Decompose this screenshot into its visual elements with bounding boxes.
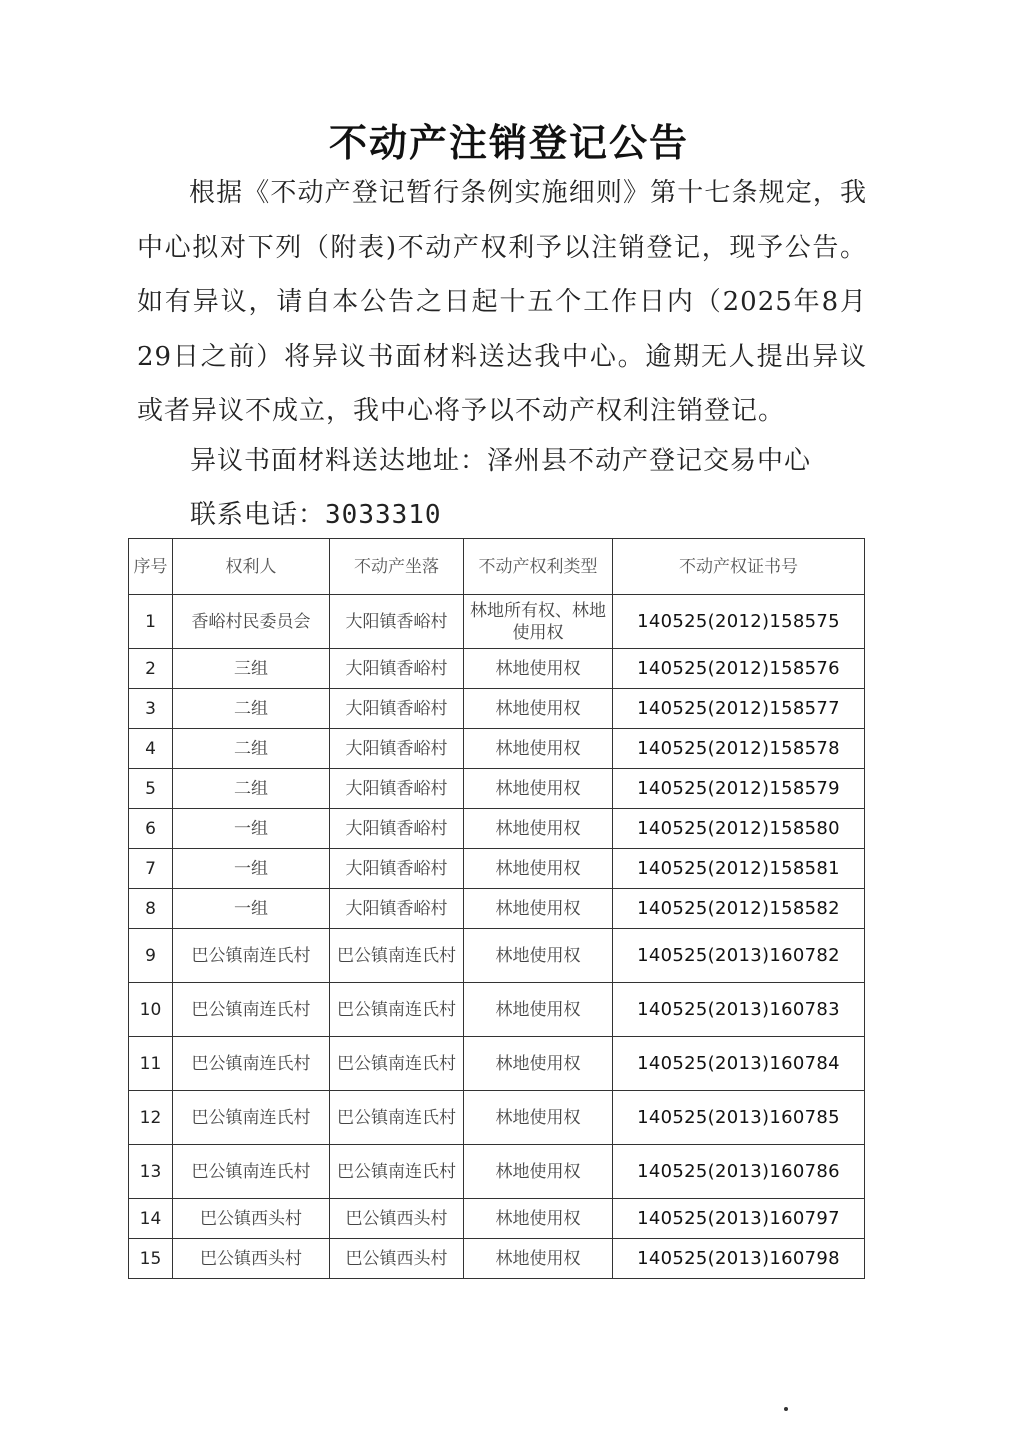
table-row (129, 1145, 865, 1199)
page-title: 不动产注销登记公告 (328, 120, 689, 165)
table-body (129, 595, 865, 1279)
registration-table (128, 538, 865, 1279)
cell-index: 4 (129, 729, 173, 769)
cell-index: 5 (129, 769, 173, 809)
cell-index: 1 (129, 595, 173, 649)
header-index: 序号 (129, 539, 173, 595)
cell-index: 12 (129, 1091, 173, 1145)
cell-location: 巴公镇西头村 (330, 1239, 464, 1279)
table-row (129, 929, 865, 983)
cell-right-type: 林地使用权 (464, 1145, 613, 1199)
table-row (129, 1091, 865, 1145)
cell-certificate: 140525(2012)158580 (613, 809, 865, 849)
cell-certificate: 140525(2013)160797 (613, 1199, 865, 1239)
table-row (129, 729, 865, 769)
cell-certificate: 140525(2012)158577 (613, 689, 865, 729)
cell-index: 7 (129, 849, 173, 889)
objection-address: 异议书面材料送达地址：泽州县不动产登记交易中心 (190, 446, 812, 476)
scan-speck (784, 1407, 788, 1411)
cell-index: 15 (129, 1239, 173, 1279)
cell-index: 6 (129, 809, 173, 849)
cell-location: 大阳镇香峪村 (330, 889, 464, 929)
table-row (129, 889, 865, 929)
cell-holder: 一组 (173, 809, 330, 849)
table-row (129, 1239, 865, 1279)
cell-index: 2 (129, 649, 173, 689)
cell-right-type: 林地使用权 (464, 1037, 613, 1091)
cell-location: 巴公镇南连氏村 (330, 1037, 464, 1091)
cell-location: 大阳镇香峪村 (330, 729, 464, 769)
cell-index: 10 (129, 983, 173, 1037)
cell-location: 巴公镇西头村 (330, 1199, 464, 1239)
cell-index: 3 (129, 689, 173, 729)
cell-right-type: 林地使用权 (464, 809, 613, 849)
table-row (129, 649, 865, 689)
notice-body: 根据《不动产登记暂行条例实施细则》第十七条规定，我中心拟对下列（附表)不动产权利予以注销登记，现予公告。如有异议，请自本公告之日起十五个工作日内（2025年8月29日之前）将异议书面材料送达我中心。逾期无人提出异议或者异议不成立，我中心将予以不动产权利注销登记。 (137, 178, 867, 426)
table-row (129, 983, 865, 1037)
cell-certificate: 140525(2013)160786 (613, 1145, 865, 1199)
header-location: 不动产坐落 (330, 539, 464, 595)
cell-holder: 香峪村民委员会 (173, 595, 330, 649)
table-row (129, 1199, 865, 1239)
contact-phone-line (190, 494, 442, 531)
table-row (129, 849, 865, 889)
cell-certificate: 140525(2012)158578 (613, 729, 865, 769)
cell-location: 巴公镇南连氏村 (330, 1091, 464, 1145)
cell-certificate: 140525(2013)160783 (613, 983, 865, 1037)
phone-label: 联系电话： (190, 500, 326, 530)
cell-index: 9 (129, 929, 173, 983)
cell-location: 巴公镇南连氏村 (330, 983, 464, 1037)
cell-location: 大阳镇香峪村 (330, 849, 464, 889)
cell-holder: 巴公镇南连氏村 (173, 1091, 330, 1145)
cell-holder: 巴公镇西头村 (173, 1199, 330, 1239)
cell-holder: 一组 (173, 889, 330, 929)
table-row (129, 689, 865, 729)
cell-holder: 巴公镇南连氏村 (173, 983, 330, 1037)
cell-certificate: 140525(2012)158575 (613, 595, 865, 649)
cell-certificate: 140525(2012)158581 (613, 849, 865, 889)
cell-location: 大阳镇香峪村 (330, 809, 464, 849)
cell-holder: 巴公镇南连氏村 (173, 1037, 330, 1091)
cell-location: 大阳镇香峪村 (330, 689, 464, 729)
cell-right-type: 林地使用权 (464, 929, 613, 983)
cell-right-type: 林地使用权 (464, 889, 613, 929)
cell-holder: 巴公镇西头村 (173, 1239, 330, 1279)
cell-index: 8 (129, 889, 173, 929)
cell-certificate: 140525(2013)160785 (613, 1091, 865, 1145)
cell-right-type: 林地使用权 (464, 1091, 613, 1145)
cell-location: 大阳镇香峪村 (330, 769, 464, 809)
cell-right-type: 林地使用权 (464, 849, 613, 889)
cell-location: 巴公镇南连氏村 (330, 929, 464, 983)
cell-certificate: 140525(2013)160782 (613, 929, 865, 983)
cell-right-type: 林地使用权 (464, 1199, 613, 1239)
cell-holder: 巴公镇南连氏村 (173, 1145, 330, 1199)
cell-certificate: 140525(2012)158582 (613, 889, 865, 929)
cell-right-type: 林地使用权 (464, 1239, 613, 1279)
header-holder: 权利人 (173, 539, 330, 595)
cell-certificate: 140525(2012)158579 (613, 769, 865, 809)
cell-holder: 三组 (173, 649, 330, 689)
cell-certificate: 140525(2013)160798 (613, 1239, 865, 1279)
cell-holder: 一组 (173, 849, 330, 889)
phone-number: 3033310 (325, 500, 442, 530)
table-row (129, 769, 865, 809)
cell-holder: 二组 (173, 769, 330, 809)
table-row (129, 595, 865, 649)
cell-right-type: 林地使用权 (464, 649, 613, 689)
cell-location: 大阳镇香峪村 (330, 649, 464, 689)
cell-holder: 巴公镇南连氏村 (173, 929, 330, 983)
cell-right-type: 林地使用权 (464, 983, 613, 1037)
cell-index: 13 (129, 1145, 173, 1199)
cell-index: 14 (129, 1199, 173, 1239)
cell-holder: 二组 (173, 689, 330, 729)
cell-right-type: 林地使用权 (464, 729, 613, 769)
header-right-type: 不动产权利类型 (464, 539, 613, 595)
table-row (129, 1037, 865, 1091)
table-header-row (129, 539, 865, 595)
header-certificate: 不动产权证书号 (613, 539, 865, 595)
cell-right-type: 林地使用权 (464, 689, 613, 729)
cell-location: 巴公镇南连氏村 (330, 1145, 464, 1199)
cell-holder: 二组 (173, 729, 330, 769)
cell-certificate: 140525(2013)160784 (613, 1037, 865, 1091)
cell-certificate: 140525(2012)158576 (613, 649, 865, 689)
cell-right-type: 林地所有权、林地使用权 (464, 595, 613, 649)
cell-index: 11 (129, 1037, 173, 1091)
cell-right-type: 林地使用权 (464, 769, 613, 809)
cell-location: 大阳镇香峪村 (330, 595, 464, 649)
table-row (129, 809, 865, 849)
